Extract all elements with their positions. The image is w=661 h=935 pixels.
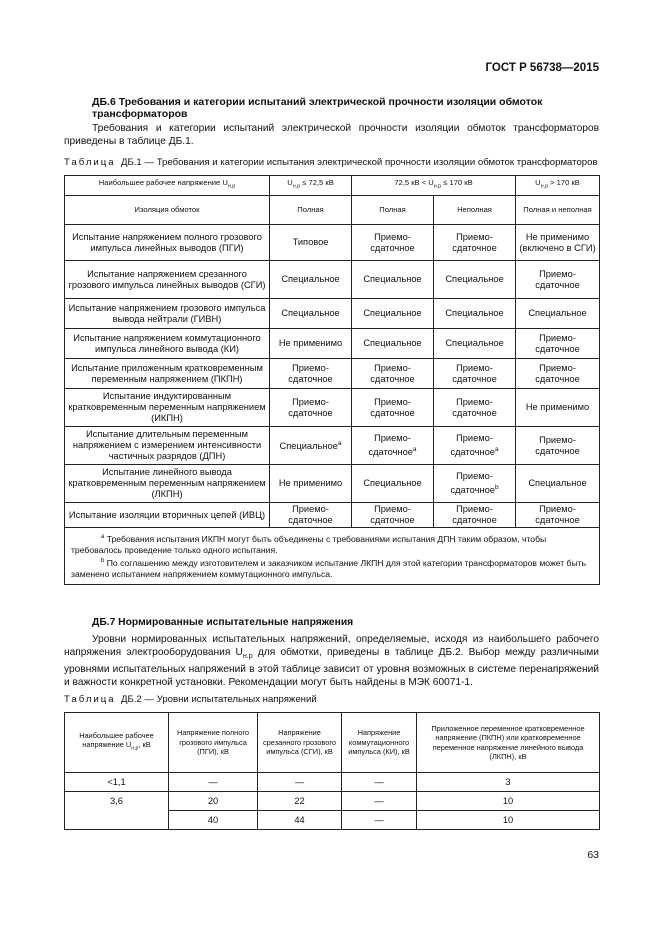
table-row — [65, 503, 600, 528]
test-name-cell: Испытание линейного вывода кратковременным переменным напряжением (ЛКПН) — [65, 465, 270, 503]
test-name-cell: Испытание приложенным кратковременным переменным напряжением (ПКПН) — [65, 359, 270, 389]
table-row — [65, 427, 600, 465]
table-cell: 10 — [417, 792, 600, 811]
category-cell: Специальное — [434, 299, 516, 329]
test-name-cell: Испытание напряжением коммутационного импульса линейного вывода (КИ) — [65, 329, 270, 359]
category-cell: Не применимо (включено в СГИ) — [516, 225, 600, 261]
table-2 — [64, 712, 600, 830]
category-cell: Приемо-сдаточное — [352, 225, 434, 261]
header-max-voltage: Наибольшее рабочее напряжение $U_{н.р}$, кВ — [65, 713, 169, 773]
category-cell: Специальное — [352, 465, 434, 503]
category-cell: Специальное — [352, 329, 434, 359]
table-row — [65, 389, 600, 427]
header-ki: Напряжение коммутационного импульса (КИ), кВ — [342, 713, 417, 773]
page-number: 63 — [587, 849, 599, 861]
category-cell: Приемо-сдаточное$^a$ — [352, 427, 434, 465]
test-name-cell: Испытание напряжением срезанного грозового импульса линейных выводов (СГИ) — [65, 261, 270, 299]
table-cell: 22 — [258, 792, 342, 811]
category-cell: Специальное$^a$ — [270, 427, 352, 465]
header-full: Полная — [352, 196, 434, 225]
category-cell: Специальное — [434, 261, 516, 299]
caption-text: ДБ.1 — Требования и категории испытания электрической прочности изоляции обмоток трансформаторов — [120, 157, 598, 168]
table-cell: 40 — [169, 811, 258, 830]
table-cell: <1,1 — [65, 773, 169, 792]
caption-text: ДБ.2 — Уровни испытательных напряжений — [120, 694, 317, 705]
table-row — [65, 359, 600, 389]
test-name-cell: Испытание напряжением грозового импульса вывода нейтрали (ГИВН) — [65, 299, 270, 329]
category-cell: Приемо-сдаточное — [270, 389, 352, 427]
category-cell: Приемо-сдаточное — [352, 359, 434, 389]
test-name-cell: Испытание длительным переменным напряжением с измерением интенсивности частичных разрядов (ДПН) — [65, 427, 270, 465]
header-insulation: Изоляция обмоток — [65, 196, 270, 225]
header-range-3: $U_{н.р} > 170$ кВ — [516, 176, 600, 196]
category-cell: Приемо-сдаточное$^b$ — [434, 465, 516, 503]
section-7-title: ДБ.7 Нормированные испытательные напряжения — [92, 617, 354, 628]
table-cell: 3 — [417, 773, 600, 792]
header-max-voltage: Наибольшее рабочее напряжение $U_{н.р}$ — [65, 176, 270, 196]
category-cell: Специальное — [434, 329, 516, 359]
table-1-footnotes — [65, 528, 600, 585]
category-cell: Приемо-сдаточное — [270, 503, 352, 528]
header-full: Полная — [270, 196, 352, 225]
table-cell: 44 — [258, 811, 342, 830]
header-sgi: Напряжение срезанного грозового импульса (СГИ), кВ — [258, 713, 342, 773]
table-row — [65, 225, 600, 261]
document-code: ГОСТ Р 56738—2015 — [485, 62, 599, 74]
header-range-1: $U_{н.р} \le 72,5$ кВ — [270, 176, 352, 196]
table-cell: — — [342, 792, 417, 811]
header-pgi: Напряжение полного грозового импульса (ПГИ), кВ — [169, 713, 258, 773]
category-cell: Специальное — [352, 299, 434, 329]
table-cell: 20 — [169, 792, 258, 811]
section-7-text: Уровни нормированных испытательных напряжений, определяемые, исходя из наибольшего рабочего напряжения электрооборудования $U_{н.р}$ для обмотки, приведены в таблице ДБ.2. Выбор между различными уровнями испытательных напряжений в этой таблице зависит от уровня возможных в системе перенапряжений и важности конкретной установки. Рекомендации могут быть найдены в МЭК 60071-1. — [64, 634, 599, 689]
category-cell: Приемо-сдаточное — [434, 225, 516, 261]
caption-word: Таблица — [64, 157, 116, 168]
category-cell: Приемо-сдаточное — [516, 329, 600, 359]
category-cell: Приемо-сдаточное — [434, 359, 516, 389]
header-range-2: 72,5 кВ < $U_{н.р} \le 170$ кВ — [352, 176, 516, 196]
table-cell: — — [342, 811, 417, 830]
category-cell: Приемо-сдаточное — [434, 389, 516, 427]
category-cell: Специальное — [270, 299, 352, 329]
table-row — [65, 261, 600, 299]
section-6-text: Требования и категории испытаний электрической прочности изоляции обмоток трансформаторов приведены в таблице ДБ.1. — [64, 123, 599, 147]
header-partial: Неполная — [434, 196, 516, 225]
category-cell: Приемо-сдаточное — [516, 503, 600, 528]
category-cell: Приемо-сдаточное — [270, 359, 352, 389]
category-cell: Приемо-сдаточное$^a$ — [434, 427, 516, 465]
category-cell: Приемо-сдаточное — [516, 261, 600, 299]
category-cell: Не применимо — [270, 465, 352, 503]
table-1 — [64, 175, 600, 585]
table-cell: 10 — [417, 811, 600, 830]
section-6-title: ДБ.6 Требования и категории испытаний электрической прочности изоляции обмоток трансформаторов — [92, 96, 543, 120]
header-full-partial: Полная и неполная — [516, 196, 600, 225]
header-pkpn-lkpn: Приложенное переменное кратковременное напряжение (ПКПН) или кратковременное переменное напряжение линейного вывода (ЛКПН), кВ — [417, 713, 600, 773]
category-cell: Специальное — [270, 261, 352, 299]
category-cell: Не применимо — [516, 389, 600, 427]
table-cell: — — [258, 773, 342, 792]
category-cell: Приемо-сдаточное — [516, 427, 600, 465]
table-cell: — — [169, 773, 258, 792]
test-name-cell: Испытание индуктированным кратковременным переменным напряжением (ИКПН) — [65, 389, 270, 427]
test-name-cell: Испытание изоляции вторичных цепей (ИВЦ) — [65, 503, 270, 528]
category-cell: Специальное — [352, 261, 434, 299]
category-cell: Специальное — [516, 465, 600, 503]
footnote-a: $^a$ Требования испытания ИКПН могут быть объединены с требованиями испытания ДПН таким образом, чтобы требовалось проведение только одного испытания. — [71, 533, 547, 555]
table-cell: 3,6 — [65, 792, 169, 830]
category-cell: Не применимо — [270, 329, 352, 359]
category-cell: Типовое — [270, 225, 352, 261]
table-row — [65, 465, 600, 503]
table-1-caption — [64, 157, 604, 168]
category-cell: Приемо-сдаточное — [352, 389, 434, 427]
footnote-b: $^b$ По соглашению между изготовителем и заказчиком испытание ЛКПН для этой категории трансформаторов может быть заменено испытанием напряжением коммутационного импульса. — [71, 557, 587, 579]
table-row — [65, 329, 600, 359]
category-cell: Приемо-сдаточное — [352, 503, 434, 528]
table-cell: — — [342, 773, 417, 792]
table-2-caption — [64, 694, 317, 705]
category-cell: Приемо-сдаточное — [516, 359, 600, 389]
category-cell: Специальное — [516, 299, 600, 329]
table-row — [65, 299, 600, 329]
category-cell: Приемо-сдаточное — [434, 503, 516, 528]
caption-word: Таблица — [64, 694, 116, 705]
test-name-cell: Испытание напряжением полного грозового импульса линейных выводов (ПГИ) — [65, 225, 270, 261]
